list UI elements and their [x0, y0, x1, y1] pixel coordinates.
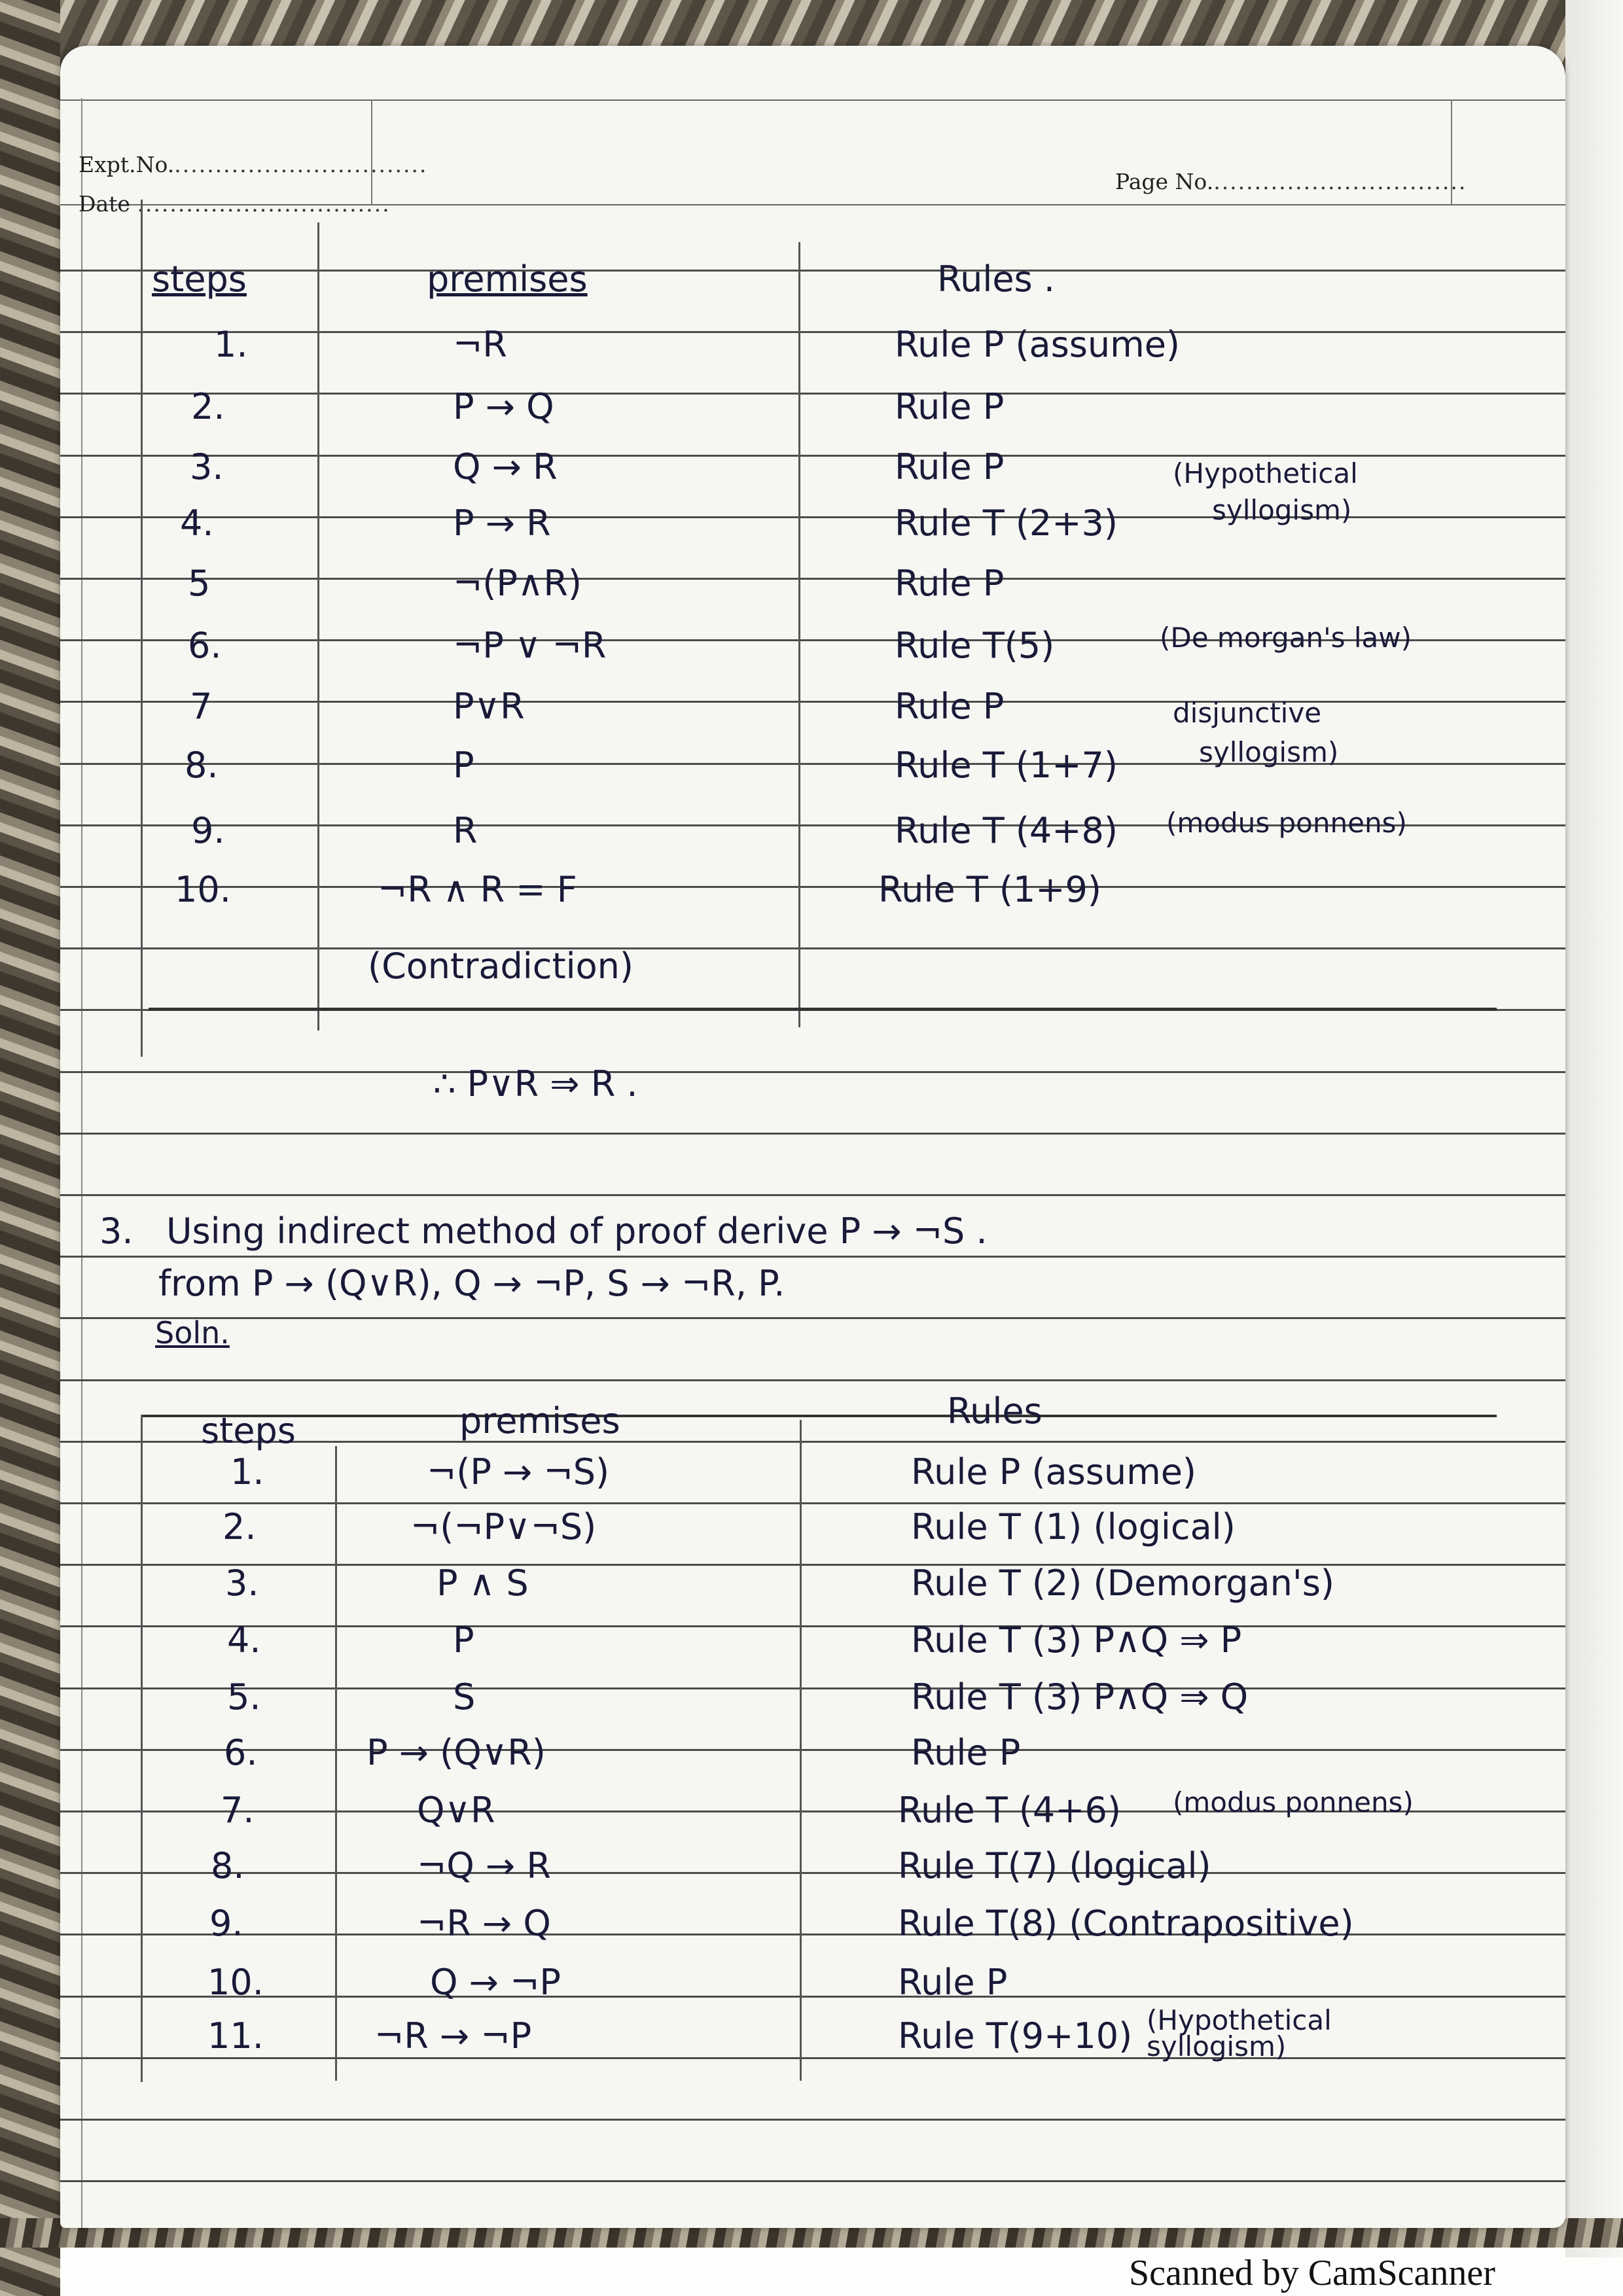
- page-margin-line: [81, 98, 82, 2228]
- table2-rule-2: Rule T (1) (logical): [911, 1506, 1236, 1547]
- table2-top-rule: [142, 1415, 1497, 1417]
- ruled-line: [60, 1872, 1565, 1874]
- ruled-line: [60, 701, 1565, 703]
- conclusion: ∴ P∨R ⇒ R .: [433, 1063, 638, 1104]
- ruled-line: [60, 578, 1565, 580]
- table1-divider-steps: [317, 222, 319, 1031]
- table1-header-steps: steps: [152, 258, 247, 300]
- ruled-line: [60, 2119, 1565, 2121]
- table2-rule-5: Rule T (3) P∧Q ⇒ Q: [911, 1676, 1249, 1718]
- table2-premise-8: ¬Q → R: [417, 1845, 551, 1886]
- page-no-dots: ...............................: [1213, 169, 1467, 194]
- background-right: [1565, 0, 1623, 2257]
- table2-step-4: 4.: [227, 1619, 261, 1661]
- table1-bottom-rule: [149, 1008, 1497, 1011]
- table1-premise-9: R: [453, 810, 478, 851]
- page-no-label: Page No.: [1115, 169, 1214, 194]
- table1-note-8: syllogism): [1199, 736, 1339, 768]
- table1-step-7: 7: [190, 686, 213, 727]
- ruled-line: [60, 1379, 1565, 1381]
- table1-rule-3: Rule P: [895, 446, 1005, 487]
- table2-rule-4: Rule T (3) P∧Q ⇒ P: [911, 1619, 1242, 1661]
- page-no-field: [1115, 169, 1467, 194]
- date-dots: ...............................: [137, 191, 391, 217]
- ruled-line: [60, 1996, 1565, 1998]
- ruled-line: [60, 1317, 1565, 1319]
- table2-rule-9: Rule T(8) (Contrapositive): [898, 1903, 1354, 1944]
- table2-step-5: 5.: [227, 1676, 261, 1718]
- table2-divider-premises: [800, 1420, 802, 2081]
- table2-premise-9: ¬R → Q: [417, 1903, 551, 1944]
- table2-note-7: (modus ponnens): [1173, 1786, 1414, 1818]
- table2-step-10: 10.: [207, 1962, 264, 2003]
- table2-step-9: 9.: [209, 1903, 243, 1944]
- date-label: Date: [79, 191, 130, 217]
- ruled-line: [60, 1564, 1565, 1566]
- table2-left-border: [141, 1415, 143, 2082]
- table2-step-7: 7.: [221, 1790, 255, 1831]
- table1-header-premises: premises: [427, 258, 588, 300]
- table2-premise-11: ¬R → ¬P: [374, 2015, 532, 2057]
- table1-step-5: 5: [188, 563, 211, 604]
- table2-rule-10: Rule P: [898, 1962, 1008, 2003]
- ruled-line: [60, 270, 1565, 272]
- table1-premise-1: ¬R: [453, 324, 507, 365]
- ruled-line: [60, 455, 1565, 457]
- table2-header-premises: premises: [459, 1400, 620, 1441]
- scanner-watermark: Scanned by CamScanner: [1129, 2253, 1495, 2293]
- table1-premise-4: P → R: [453, 503, 551, 544]
- table1-rule-6: Rule T(5): [895, 625, 1055, 666]
- table1-rule-2: Rule P: [895, 386, 1005, 427]
- table2-step-8: 8.: [211, 1845, 245, 1886]
- table1-step-2: 2.: [191, 386, 225, 427]
- ruled-line: [60, 947, 1565, 949]
- ruled-line: [60, 886, 1565, 888]
- table1-header-rules: Rules .: [937, 258, 1056, 300]
- question-line1: Using indirect method of proof derive P → ¬S .: [166, 1210, 988, 1252]
- table2-premise-3: P ∧ S: [437, 1563, 529, 1604]
- table1-step-10: 10.: [175, 869, 231, 910]
- table1-premise-5: ¬(P∧R): [453, 563, 582, 604]
- table2-header-rules: Rules: [947, 1390, 1043, 1432]
- table1-divider-premises: [798, 242, 800, 1027]
- table1-rule-1: Rule P (assume): [895, 324, 1180, 365]
- table1-rule-8: Rule T (1+7): [895, 745, 1118, 786]
- ruled-line: [60, 1749, 1565, 1751]
- expt-no-label: Expt.No.: [79, 152, 175, 177]
- table1-premise-7: P∨R: [453, 686, 525, 727]
- table1-rule-4: Rule T (2+3): [895, 503, 1118, 544]
- table1-premise-8: P: [453, 745, 474, 786]
- table1-rule-10: Rule T (1+9): [878, 869, 1101, 910]
- table1-rule-5: Rule P: [895, 563, 1005, 604]
- table2-note-11: (Hypothetical syllogism): [1147, 2004, 1332, 2062]
- table2-premise-4: P: [453, 1619, 474, 1661]
- table2-step-2: 2.: [223, 1506, 257, 1547]
- ruled-line: [60, 1071, 1565, 1073]
- table2-step-11: 11.: [207, 2015, 264, 2057]
- table1-premise-2: P → Q: [453, 386, 554, 427]
- notebook-page: [60, 46, 1565, 2228]
- table2-premise-1: ¬(P → ¬S): [427, 1451, 610, 1492]
- table1-step-9: 9.: [191, 810, 225, 851]
- table1-step-3: 3.: [190, 446, 224, 487]
- background-left: [0, 0, 60, 2296]
- table2-rule-6: Rule P: [911, 1732, 1021, 1773]
- table1-rule-7: Rule P: [895, 686, 1005, 727]
- table2-step-1: 1.: [230, 1451, 264, 1492]
- table1-note-4: syllogism): [1212, 494, 1352, 526]
- table1-note-3: (Hypothetical: [1173, 457, 1358, 489]
- table2-premise-6: P → (Q∨R): [366, 1732, 546, 1773]
- ruled-line: [60, 2180, 1565, 2182]
- expt-no-field: [79, 152, 427, 177]
- table1-note-6: (De morgan's law): [1160, 622, 1412, 654]
- ruled-line: [60, 1194, 1565, 1196]
- table2-divider-steps: [335, 1446, 337, 2081]
- question-line2: from P → (Q∨R), Q → ¬P, S → ¬R, P.: [158, 1263, 785, 1304]
- table2-header-steps: steps: [201, 1410, 296, 1451]
- ruled-line: [60, 1256, 1565, 1258]
- table2-rule-7: Rule T (4+6): [898, 1790, 1121, 1831]
- header-top-rule: [60, 99, 1565, 101]
- table2-step-3: 3.: [225, 1563, 259, 1604]
- table1-step-1: 1.: [214, 324, 248, 365]
- table1-step-6: 6.: [188, 625, 222, 666]
- ruled-line: [60, 1625, 1565, 1627]
- ruled-line: [60, 1133, 1565, 1135]
- table2-rule-11: Rule T(9+10): [898, 2015, 1133, 2057]
- table2-step-6: 6.: [224, 1732, 258, 1773]
- table1-step-8: 8.: [185, 745, 219, 786]
- table1-left-border: [141, 200, 143, 1057]
- table2-premise-2: ¬(¬P∨¬S): [410, 1506, 597, 1547]
- table2-rule-3: Rule T (2) (Demorgan's): [911, 1563, 1334, 1604]
- table1-premise-6: ¬P ∨ ¬R: [453, 625, 607, 666]
- table1-premise-3: Q → R: [453, 446, 558, 487]
- date-field: [79, 191, 391, 217]
- table1-premise-10: ¬R ∧ R = F: [378, 869, 577, 910]
- table2-rule-1: Rule P (assume): [911, 1451, 1196, 1492]
- question-number: 3.: [99, 1210, 134, 1252]
- table2-premise-7: Q∨R: [417, 1790, 495, 1831]
- table2-rule-8: Rule T(7) (logical): [898, 1845, 1211, 1886]
- table1-rule-9: Rule T (4+8): [895, 810, 1118, 851]
- table2-premise-10: Q → ¬P: [430, 1962, 561, 2003]
- table2-premise-5: S: [453, 1676, 476, 1718]
- ruled-line: [60, 393, 1565, 395]
- ruled-line: [60, 331, 1565, 333]
- ruled-line: [60, 763, 1565, 765]
- ruled-line: [60, 1502, 1565, 1504]
- table1-note-9: (modus ponnens): [1166, 807, 1407, 839]
- table1-premise-extra: (Contradiction): [368, 945, 633, 987]
- ruled-line: [60, 1687, 1565, 1689]
- table1-note-7: disjunctive: [1173, 697, 1322, 729]
- table1-step-4: 4.: [180, 503, 214, 544]
- expt-no-dots: ...............................: [174, 152, 428, 177]
- solution-label: Soln.: [155, 1315, 230, 1351]
